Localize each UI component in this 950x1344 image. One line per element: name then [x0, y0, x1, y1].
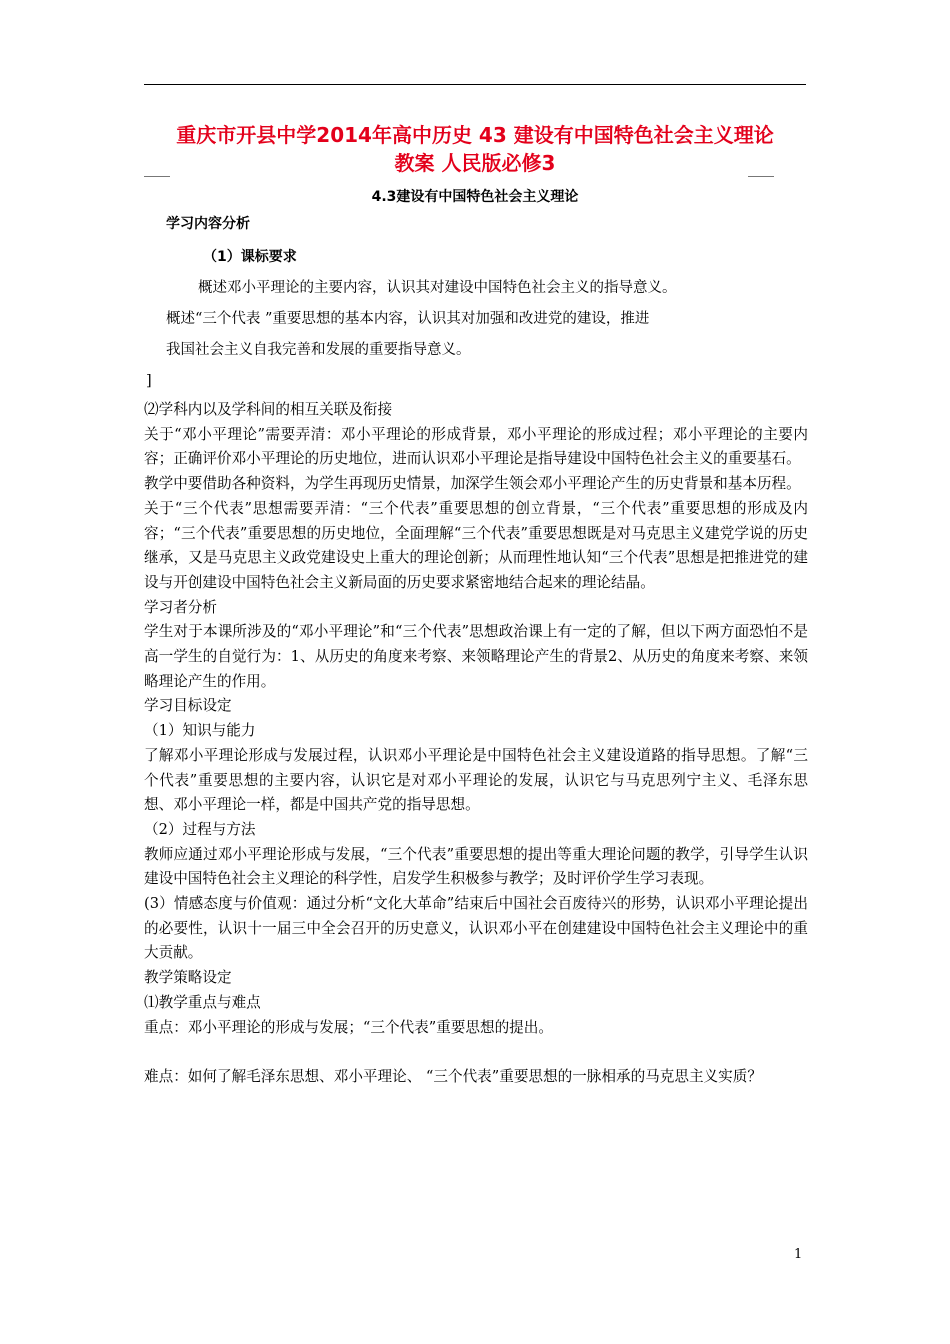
body-paragraph: 学习者分析 [144, 598, 217, 616]
right-short-rule [748, 176, 774, 177]
requirement-line-3: 我国社会主义自我完善和发展的重要指导意义。 [166, 342, 471, 358]
section-heading: 学习内容分析 [166, 216, 250, 232]
stray-bracket: ] [146, 373, 152, 389]
left-short-rule [144, 176, 170, 177]
requirement-line-1: 概述邓小平理论的主要内容，认识其对建设中国特色社会主义的指导意义。 [198, 280, 677, 296]
document-title-line-1: 重庆市开县中学2014年高中历史 43 建设有中国特色社会主义理论 [176, 123, 774, 147]
body-paragraph: 教学中要借助各种资料，为学生再现历史情景，加深学生领会邓小平理论产生的历史背景和基本历程。 [144, 475, 801, 493]
body-paragraph: 学生对于本课所涉及的“邓小平理论”和“三个代表”思想政治课上有一定的了解，但以下两方面恐怕不是高一学生的自觉行为：1、从历史的角度来考察、来领略理论产生的背景2、从历史的角度来考察、来领略理论产生的作用。 [144, 623, 808, 690]
body-paragraph: 教学策略设定 [144, 969, 232, 987]
lesson-subtitle: 4.3建设有中国特色社会主义理论 [371, 189, 579, 205]
document-title-line-2: 教案 人民版必修3 [394, 151, 556, 175]
sub-heading: （1）课标要求 [203, 249, 297, 265]
body-paragraph: 了解邓小平理论形成与发展过程，认识邓小平理论是中国特色社会主义建设道路的指导思想。了解“三个代表”重要思想的主要内容，认识它是对邓小平理论的发展，认识它与马克思列宁主义、毛泽东思想、邓小平理论一样，都是中国共产党的指导思想。 [144, 746, 808, 814]
body-paragraph: ⑴教学重点与难点 [144, 993, 261, 1011]
body-paragraph: 关于“邓小平理论”需要弄清：邓小平理论的形成背景，邓小平理论的形成过程；邓小平理论的主要内容；正确评价邓小平理论的历史地位，进而认识邓小平理论是指导建设中国特色社会主义的重要基石。 [144, 425, 808, 468]
body-paragraph: 关于“三个代表”思想需要弄清：“三个代表”重要思想的创立背景，“三个代表”重要思想的形成及内容；“三个代表”重要思想的历史地位，全面理解“三个代表”重要思想既是对马克思主义建党学说的历史继承，又是马克思主义政党建设史上重大的理论创新；从而理性地认知“三个代表”思想是把推进党的建设与开创建设中国特色社会主义新局面的历史要求紧密地结合起来的理论结晶。 [144, 499, 808, 591]
body-paragraph: 学习目标设定 [144, 697, 232, 715]
difficulty-paragraph: 难点：如何了解毛泽东思想、邓小平理论、 “三个代表”重要思想的一脉相承的马克思主义实质？ [144, 1067, 762, 1085]
requirement-line-2: 概述“三个代表 ”重要思想的基本内容，认识其对加强和改进党的建设，推进 [166, 311, 650, 327]
header-rule [144, 84, 806, 85]
page-number: 1 [794, 1247, 803, 1262]
body-paragraph: 教师应通过邓小平理论形成与发展，“三个代表”重要思想的提出等重大理论问题的教学，引导学生认识建设中国特色社会主义理论的科学性，启发学生积极参与教学；及时评价学生学习表现。 [144, 845, 808, 888]
body-paragraph: (3）情感态度与价值观：通过分析“文化大革命”结束后中国社会百废待兴的形势，认识邓小平理论提出的必要性，认识十一届三中全会召开的历史意义，认识邓小平在创建建设中国特色社会主义理论中的重大贡献。 [144, 895, 808, 962]
body-paragraph: ⑵学科内以及学科间的相互关联及衔接 [144, 401, 393, 418]
body-paragraph: 重点：邓小平理论的形成与发展；“三个代表”重要思想的提出。 [144, 1018, 553, 1036]
body-text [144, 398, 808, 1090]
body-paragraph: （1）知识与能力 [144, 722, 256, 740]
body-paragraph: （2）过程与方法 [144, 820, 256, 838]
